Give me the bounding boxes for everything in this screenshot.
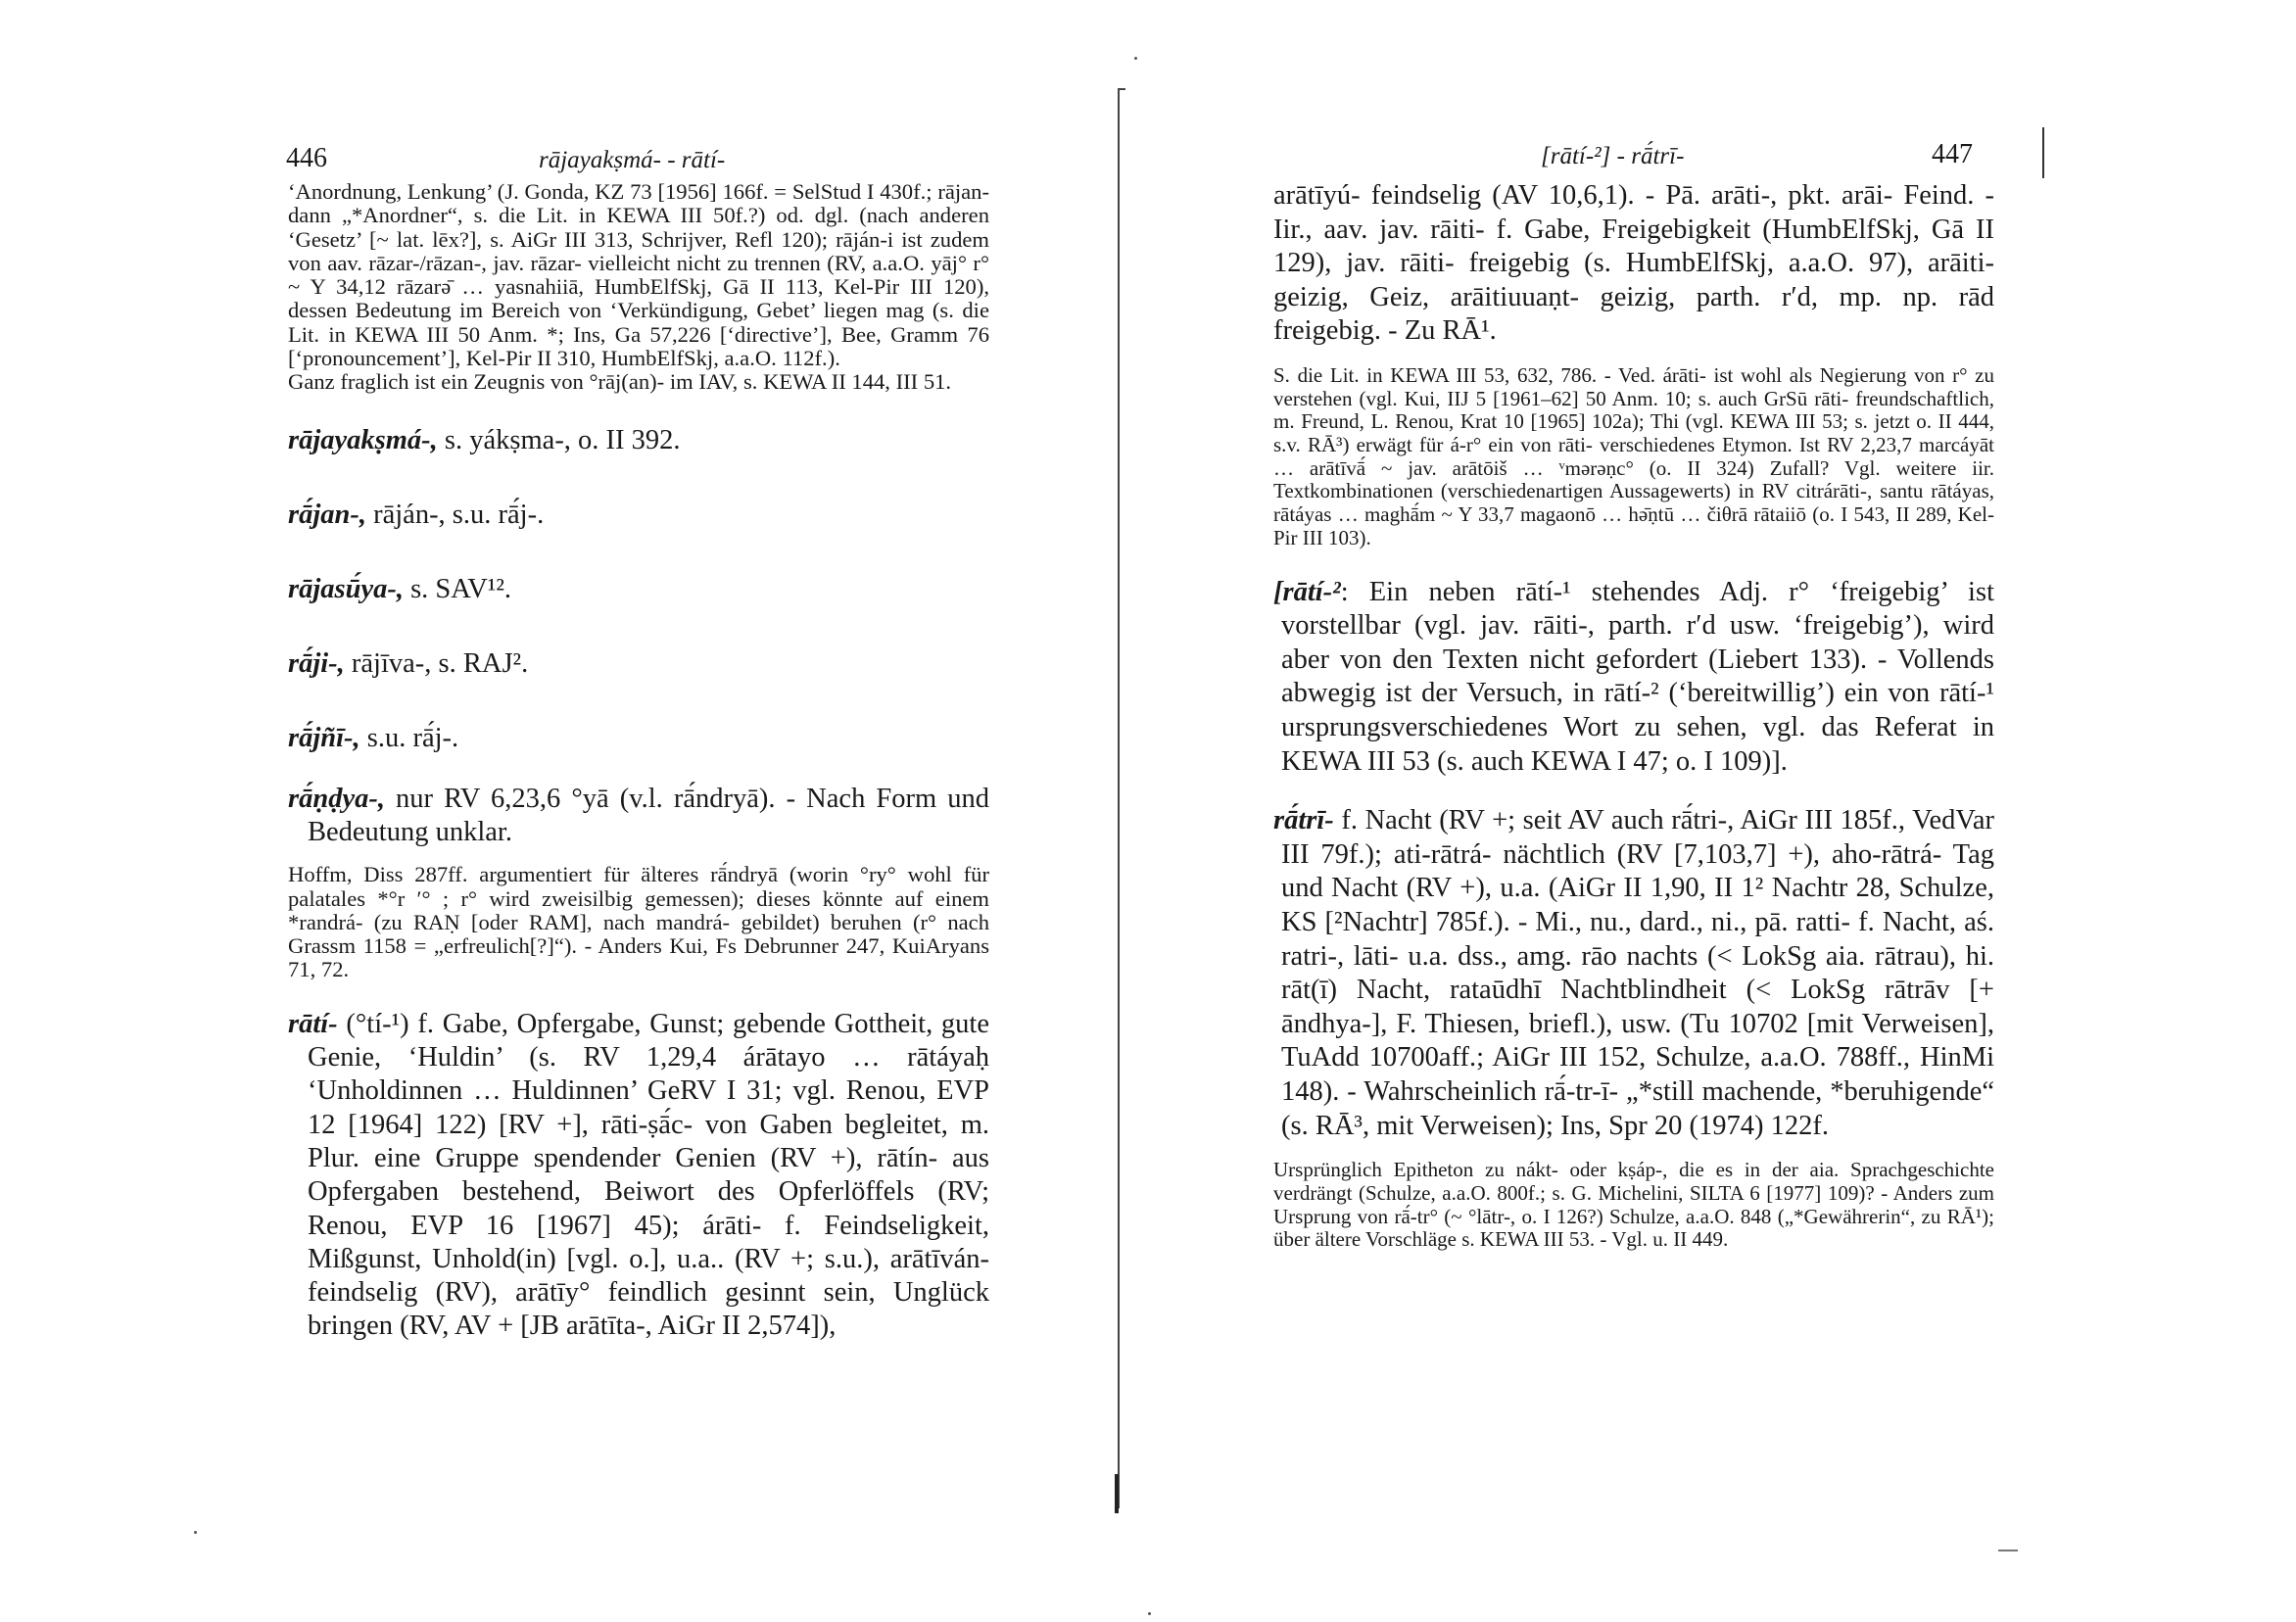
entry-raji <box>288 647 989 681</box>
headword: rājayakṣmá-, <box>288 424 438 455</box>
edge-mark <box>2042 127 2044 178</box>
randya-note <box>288 863 989 981</box>
headword: [rātí-² <box>1273 576 1341 607</box>
headword: rā́ji-, <box>288 647 345 679</box>
entry-text: s. yákṣma-, o. II 392. <box>437 424 681 455</box>
right-column <box>1273 179 1994 1252</box>
headword: rātí- <box>288 1008 338 1039</box>
continuation-paragraph-1: ‘Anordnung, Lenkung’ (J. Gonda, KZ 73 [1956] 166f. = SelStud I 430f.; rājan- dann „*Anordner“, s. die Lit. in KEWA III 50f.?) od. dgl. (nach anderen ‘Gesetz’ [~ lat. lēx?], s. AiGr III 313, Schrijver, Refl 120); rāján-i ist zudem von aav. rāzar-/rāzan-, jav. rāzar- vielleicht nicht zu trennen (RV, a.a.O. yāj° r° ~ Y 34,12 rāzarə̄ … yasnahiiā, HumbElfSkj, Gā II 113, Kel-Pir III 120), dessen Bedeutung im Bereich von ‘Verkündigung, Gebet’ liegen mag (s. die Lit. in KEWA III 50 Anm. *; Ins, Ga 57,226 [‘directive’], Bee, Gramm 76 [‘pronouncement’], Kel-Pir II 310, HumbElfSkj, a.a.O. 112f.). <box>288 179 989 371</box>
left-column <box>288 180 989 1344</box>
continuation-paragraph-2: Ganz fraglich ist ein Zeugnis von °rāj(an)- im IAV, s. KEWA II 144, III 51. <box>288 369 952 395</box>
entry-rajan <box>288 499 989 532</box>
entry-rati <box>288 1008 989 1344</box>
continuation-text: arātīyú- feindselig (AV 10,6,1). - Pā. arāti-, pkt. arāi- Feind. - Iir., aav. jav. rāiti- f. Gabe, Freigebigkeit (HumbElfSkj, Gā II 129), jav. rāiti- freigebig (s. HumbElfSkj, a.a.O. 97), arāiti- geizig, Geiz, arāitiuuaṇt- geizig, parth. r′d, mp. np. rād freigebig. - Zu RĀ¹. <box>1273 180 1994 347</box>
ratri-note <box>1273 1159 1994 1252</box>
note-text: S. die Lit. in KEWA III 53, 632, 786. - Ved. árāti- ist wohl als Negierung von r° zu verstehen (vgl. Kui, IIJ 5 [1961–62] 50 Anm. 10; s. auch GrSū rāti- freundschaftlich, m. Freund, L. Renou, Krat 10 [1965] 102a); Thi (vgl. KEWA III 53; s. jetzt o. II 444, s.v. RĀ³) erwägt für á-r° ein von rāti- verschiedenes Etymon. Ist RV 2,23,7 marcáyāt … arātīvā́ ~ jav. arātōiš … ᵛmərəṇc° (o. II 324) Zufall? Vgl. weitere iir. Textkombinationen (verschiedenartigen Aussagewerts) in RV citrárāti-, santu rātáyas, rātáyas … maghā́m ~ Y 33,7 magaonō … hə̄ṇtū … čiθrā rātaiiō (o. I 543, II 289, Kel-Pir III 103). <box>1273 362 1994 549</box>
page-number-left: 446 <box>286 143 327 173</box>
entry-text: f. Nacht (RV +; seit AV auch rā́tri-, AiGr III 185f., VedVar III 79f.); ati-rātrá- nächtlich (RV [7,103,7] +), aho-rātrá- Tag und Nacht (RV +), u.a. (AiGr II 1,90, II 1² Nachtr 28, Schulze, KS [²Nachtr] 785f.). - Mi., nu., dard., ni., pā. ratti- f. Nacht, aś. ratri-, lāti- u.a. dss., amg. rāo nachts (< LokSg aia. rātrau), hi. rāt(ī) Nacht, rataūdhī Nachtblindheit (< LokSg rātrāv [+ āndhya-], F. Thiesen, briefl.), usw. (Tu 10702 [mit Verweisen], TuAdd 10700aff.; AiGr III 152, Schulze, a.a.O. 788ff., HinMi 148). - Wahrscheinlich rā́-tr-ī- „*still machende, *beruhigende“ (s. RĀ³, mit Verweisen); Ins, Spr 20 (1974) 122f. <box>1281 805 1994 1141</box>
speck <box>1134 57 1137 60</box>
headword: rā́ṇḍya-, <box>288 783 385 814</box>
continuation-note <box>288 180 989 395</box>
entry-text: s. SAV¹². <box>403 573 511 604</box>
note-text: Hoffm, Diss 287ff. argumentiert für älteres rā́ndryā (worin °ry° wohl für palatales *°r ′° ; r° wird zweisilbig gemessen); dieses könnte auf einem *randrá- (zu RAṆ [oder RAM], nach mandrá- gebildet) beruhen (r° nach Grassm 1158 = „erfreulich[?]“). - Anders Kui, Fs Debrunner 247, KuiAryans 71, 72. <box>288 862 989 982</box>
rati-note <box>1273 364 1994 550</box>
running-head-right: [rātí-²] - rā́trī- <box>1541 143 1685 169</box>
entry-text: s.u. rā́j-. <box>359 722 459 753</box>
page-number-right: 447 <box>1932 139 1973 169</box>
entry-text: : Ein neben rātí-¹ stehendes Adj. r° ‘freigebig’ ist vorstellbar (vgl. jav. rāiti-, parth. r′d usw. ‘freigebig’), wird aber von den Texten nicht gefordert (Liebert 133). - Vollends abwegig ist der Versuch, in rātí-² (‘bereitwillig’) ein von rātí-¹ ursprungsverschiedenes Wort zu sehen, vgl. das Referat in KEWA III 53 (s. auch KEWA I 47; o. I 109)]. <box>1281 576 1994 777</box>
running-head-left: rājayakṣmá- - rātí- <box>539 147 726 173</box>
rati-continuation <box>1273 179 1994 349</box>
gutter-shadow <box>1115 1474 1119 1513</box>
entry-rajni <box>288 722 989 755</box>
gutter-line <box>1118 88 1120 1508</box>
entry-text: rāján-, s.u. rā́j-. <box>365 499 545 530</box>
speck <box>194 1531 197 1534</box>
entry-rajayaksma <box>288 424 989 457</box>
entry-rati-2 <box>1273 576 1994 780</box>
entry-randya <box>288 783 989 850</box>
entry-rajasuya <box>288 573 989 606</box>
entry-text: (°tí-¹) f. Gabe, Opfergabe, Gunst; gebende Gottheit, gute Genie, ‘Huldin’ (s. RV 1,29,4 árātayo … rātáyaḥ ‘Unholdinnen … Huldinnen’ GeRV I 31; vgl. Renou, EVP 12 [1964] 122) [RV +], rāti-ṣā́c- von Gaben begleitet, m. Plur. eine Gruppe spendender Genien (RV +), rātín- aus Opfergaben bestehend, Beiwort des Opferlöffels (RV; Renou, EVP 16 [1967] 45); árāti- f. Feindseligkeit, Mißgunst, Unhold(in) [vgl. o.], u.a.. (RV +; s.u.), arātīván- feindselig (RV), arātīy° feindlich gesinnt sein, Unglück bringen (RV, AV + [JB arātīta-, AiGr II 2,574]), <box>308 1008 989 1342</box>
headword: rājasū́ya-, <box>288 573 404 604</box>
headword: rā́jñī-, <box>288 722 360 753</box>
gutter-tick <box>1118 88 1125 90</box>
edge-dash <box>1998 1550 2018 1551</box>
entry-text: nur RV 6,23,6 °yā (v.l. rā́ndryā). - Nach Form und Bedeutung unklar. <box>308 783 989 847</box>
headword: rā́trī- <box>1273 805 1334 836</box>
note-text: Ursprünglich Epitheton zu nákt- oder kṣáp-, die es in der aia. Sprachgeschichte verdrängt (Schulze, a.a.O. 800f.; s. G. Michelini, SILTA 6 [1977] 109)? - Anders zum Ursprung von rā́-tr° (~ °lātr-, o. I 126?) Schulze, a.a.O. 848 („*Gewährerin“, zu RĀ¹); über ältere Vorschläge s. KEWA III 53. - Vgl. u. II 449. <box>1273 1158 1994 1252</box>
left-page <box>0 0 1126 1622</box>
right-page <box>1126 0 2296 1622</box>
entry-text: rājīva-, s. RAJ². <box>344 647 529 679</box>
entry-ratri <box>1273 804 1994 1143</box>
headword: rā́jan-, <box>288 499 366 530</box>
speck <box>1148 1612 1151 1615</box>
